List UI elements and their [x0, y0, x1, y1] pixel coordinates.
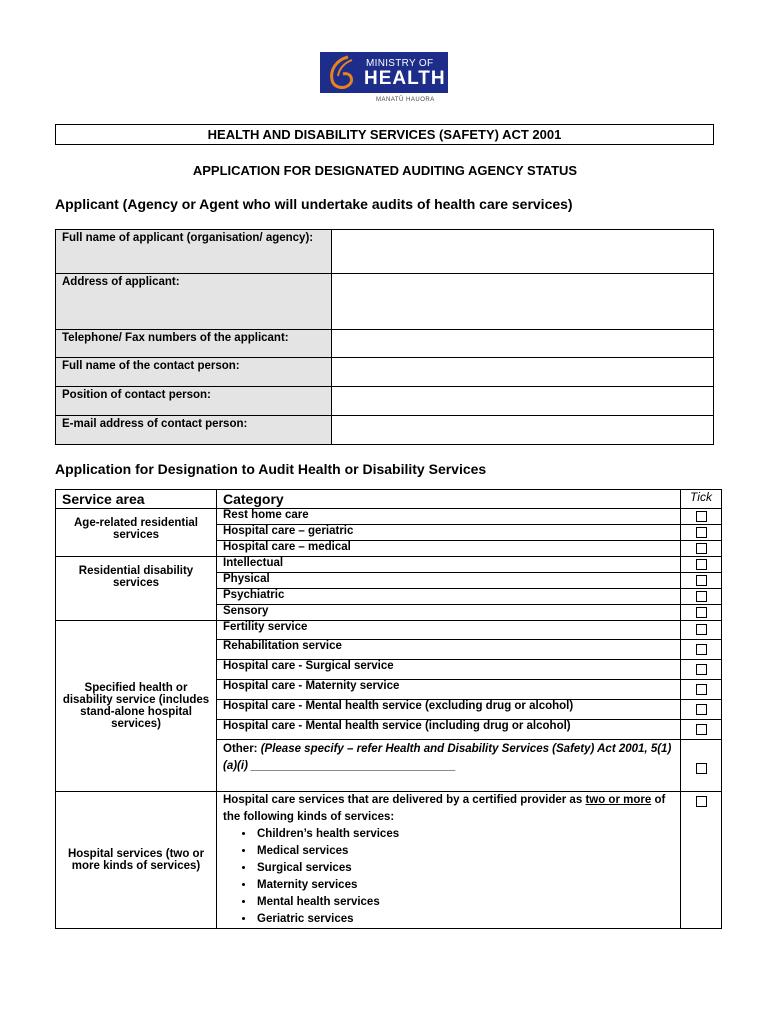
phone-fax-input[interactable] [332, 330, 714, 358]
services-table [55, 489, 722, 929]
logo-line1: MINISTRY OF [366, 58, 434, 69]
area-age-related: Age-related residential services [56, 509, 217, 557]
tick-checkbox[interactable] [696, 763, 707, 774]
category-psychiatric: Psychiatric [217, 589, 681, 605]
area-residential-disability: Residential disability services [56, 557, 217, 621]
applicant-heading: Applicant (Agency or Agent who will undertake audits of health care services) [55, 196, 573, 212]
tick-checkbox[interactable] [696, 527, 707, 538]
hospital-intro-underlined: two or more [585, 794, 652, 806]
tick-checkbox[interactable] [696, 624, 707, 635]
tick-checkbox[interactable] [696, 607, 707, 618]
tick-checkbox[interactable] [696, 591, 707, 602]
form-title: APPLICATION FOR DESIGNATED AUDITING AGENCY STATUS [192, 163, 578, 178]
logo-line2: HEALTH [364, 68, 446, 89]
list-item: • Surgical services [255, 860, 674, 877]
tick-checkbox[interactable] [696, 644, 707, 655]
tick-checkbox[interactable] [696, 724, 707, 735]
list-item: • Maternity services [255, 877, 674, 894]
category-rest-home: Rest home care [217, 509, 681, 525]
category-surgical: Hospital care - Surgical service [217, 660, 681, 680]
tick-checkbox[interactable] [696, 543, 707, 554]
category-hospital-medical: Hospital care – medical [217, 541, 681, 557]
category-maternity: Hospital care - Maternity service [217, 680, 681, 700]
category-rehabilitation: Rehabilitation service [217, 640, 681, 660]
col-tick: Tick [681, 490, 722, 509]
list-item: • Medical services [255, 843, 674, 860]
tick-checkbox[interactable] [696, 575, 707, 586]
hospital-intro-a: Hospital care services that are delivered by a certified provider as [223, 794, 583, 806]
other-specify-text: (Please specify – refer Health and Disability Services (Safety) Act 2001, 5(1)(a)(i) ________________________________ [223, 743, 672, 772]
list-item: • Children’s health services [255, 826, 674, 843]
applicant-table [55, 229, 714, 445]
tick-checkbox[interactable] [696, 559, 707, 570]
field-label-contact-email: E-mail address of contact person: [56, 416, 332, 445]
col-service-area: Service area [56, 490, 217, 509]
contact-email-input[interactable] [332, 416, 714, 445]
category-hospital-geriatric: Hospital care – geriatric [217, 525, 681, 541]
field-label-applicant-name: Full name of applicant (organisation/ agency): [56, 230, 332, 274]
category-hospital-multi [217, 792, 681, 929]
category-sensory: Sensory [217, 605, 681, 621]
category-other [217, 740, 681, 792]
ministry-of-health-logo [320, 52, 448, 93]
designation-heading: Application for Designation to Audit Health or Disability Services [55, 461, 487, 477]
logo-mark-icon [324, 54, 364, 92]
tick-checkbox[interactable] [696, 664, 707, 675]
tick-checkbox[interactable] [696, 796, 707, 807]
area-specified-service: Specified health or disability service (includes stand-alone hospital services) [56, 621, 217, 792]
field-label-phone-fax: Telephone/ Fax numbers of the applicant: [56, 330, 332, 358]
col-category: Category [217, 490, 681, 509]
category-mental-health-excl: Hospital care - Mental health service (excluding drug or alcohol) [217, 700, 681, 720]
act-title: HEALTH AND DISABILITY SERVICES (SAFETY) ACT 2001 [55, 124, 714, 145]
contact-position-input[interactable] [332, 387, 714, 416]
field-label-address: Address of applicant: [56, 274, 332, 330]
category-mental-health-incl: Hospital care - Mental health service (including drug or alcohol) [217, 720, 681, 740]
area-hospital-services: Hospital services (two or more kinds of services) [56, 792, 217, 929]
hospital-services-list [223, 826, 674, 928]
tick-checkbox[interactable] [696, 511, 707, 522]
field-label-contact-name: Full name of the contact person: [56, 358, 332, 387]
category-physical: Physical [217, 573, 681, 589]
list-item: • Mental health services [255, 894, 674, 911]
category-fertility: Fertility service [217, 621, 681, 640]
address-input[interactable] [332, 274, 714, 330]
field-label-contact-position: Position of contact person: [56, 387, 332, 416]
tick-checkbox[interactable] [696, 684, 707, 695]
applicant-name-input[interactable] [332, 230, 714, 274]
category-intellectual: Intellectual [217, 557, 681, 573]
contact-name-input[interactable] [332, 358, 714, 387]
tick-checkbox[interactable] [696, 704, 707, 715]
other-label: Other: [223, 743, 258, 755]
list-item: • Geriatric services [255, 911, 674, 928]
hospital-intro-b: of the following kinds of services: [223, 794, 666, 823]
logo-subtitle: MANATŪ HAUORA [376, 97, 435, 103]
